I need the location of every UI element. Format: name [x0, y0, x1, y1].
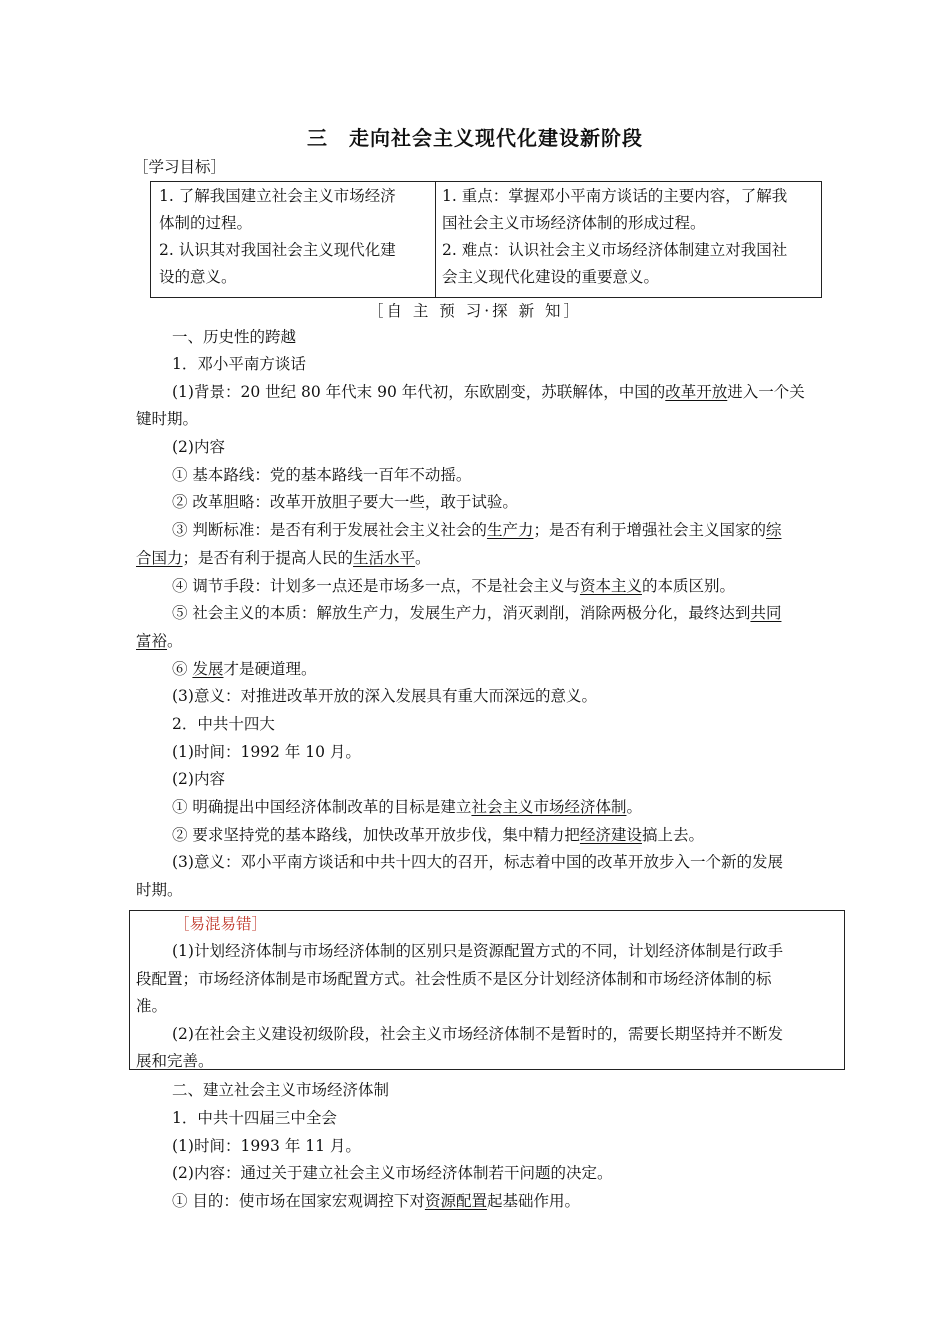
point-5: ⑤ 社会主义的本质：解放生产力，发展生产力，消灭剥削，消除两极分化，最终达到共同 — [172, 604, 782, 622]
goal-right-4: 会主义现代化建设的重要意义。 — [442, 268, 660, 286]
goal-left-4: 设的意义。 — [159, 268, 237, 286]
page-title: 三 走向社会主义现代化建设新阶段 — [307, 126, 643, 150]
confusion-line-3: 准。 — [136, 997, 168, 1015]
section1-heading: 一、历史性的跨越 — [172, 328, 297, 346]
point-1: ① 基本路线：党的基本路线一百年不动摇。 — [172, 466, 472, 484]
background-line: (1)背景：20 世纪 80 年代末 90 年代初，东欧剧变，苏联解体，中国的改革开放进入一个关 — [172, 383, 805, 401]
congress-point-2: ② 要求坚持党的基本路线，加快改革开放步伐，集中精力把经济建设搞上去。 — [172, 826, 704, 844]
section1-sub2: 2．中共十四大 — [172, 715, 275, 733]
underline-reform: 改革开放 — [665, 383, 728, 401]
goal-left-2: 体制的过程。 — [159, 214, 253, 232]
point-3-cont: 合国力；是否有利于提高人民的生活水平。 — [136, 549, 431, 567]
goal-left-3: 2. 认识其对我国社会主义现代化建 — [159, 241, 396, 259]
congress-point-1: ① 明确提出中国经济体制改革的目标是建立社会主义市场经济体制。 — [172, 798, 642, 816]
goal-right-2: 国社会主义市场经济体制的形成过程。 — [442, 214, 706, 232]
background-line-cont: 键时期。 — [136, 410, 199, 428]
confusion-label: ［易混易错］ — [174, 915, 268, 933]
goal-right-1: 1. 重点：掌握邓小平南方谈话的主要内容，了解我 — [442, 187, 788, 205]
meaning-line: (3)意义：对推进改革开放的深入发展具有重大而深远的意义。 — [172, 687, 597, 705]
section2-heading: 二、建立社会主义市场经济体制 — [172, 1081, 390, 1099]
point-2: ② 改革胆略：改革开放胆子要大一些，敢于试验。 — [172, 493, 518, 511]
meaning2-line: (3)意义：邓小平南方谈话和中共十四大的召开，标志着中国的改革开放步入一个新的发展 — [172, 853, 783, 871]
section1-sub1: 1．邓小平南方谈话 — [172, 355, 306, 373]
learning-goals-table — [150, 181, 822, 298]
point-5-cont: 富裕。 — [136, 632, 183, 650]
content-heading: (2)内容 — [172, 438, 225, 456]
confusion-line-1: (1)计划经济体制与市场经济体制的区别只是资源配置方式的不同，计划经济体制是行政手 — [172, 942, 783, 960]
preview-label: ［自 主 预 习·探 新 知］ — [367, 302, 583, 320]
section2-time: (1)时间：1993 年 11 月。 — [172, 1137, 361, 1155]
table-divider — [435, 182, 436, 297]
confusion-line-5: 展和完善。 — [136, 1052, 214, 1070]
point-4: ④ 调节手段：计划多一点还是市场多一点，不是社会主义与资本主义的本质区别。 — [172, 577, 735, 595]
content2-heading: (2)内容 — [172, 770, 225, 788]
time-line: (1)时间：1992 年 10 月。 — [172, 743, 361, 761]
section2-point-1: ① 目的：使市场在国家宏观调控下对资源配置起基础作用。 — [172, 1192, 580, 1210]
learning-goals-label: ［学习目标］ — [133, 158, 227, 176]
goal-right-3: 2. 难点：认识社会主义市场经济体制建立对我国社 — [442, 241, 788, 259]
point-6: ⑥ 发展才是硬道理。 — [172, 660, 317, 678]
section2-sub1: 1．中共十四届三中全会 — [172, 1109, 337, 1127]
section2-content: (2)内容：通过关于建立社会主义市场经济体制若干问题的决定。 — [172, 1164, 613, 1182]
meaning2-line-cont: 时期。 — [136, 881, 183, 899]
confusion-line-2: 段配置；市场经济体制是市场配置方式。社会性质不是区分计划经济体制和市场经济体制的标 — [136, 970, 772, 988]
point-3: ③ 判断标准：是否有利于发展社会主义社会的生产力；是否有利于增强社会主义国家的综 — [172, 521, 782, 539]
goal-left-1: 1. 了解我国建立社会主义市场经济 — [159, 187, 396, 205]
confusion-box — [129, 910, 845, 1070]
confusion-line-4: (2)在社会主义建设初级阶段，社会主义市场经济体制不是暂时的，需要长期坚持并不断发 — [172, 1025, 783, 1043]
